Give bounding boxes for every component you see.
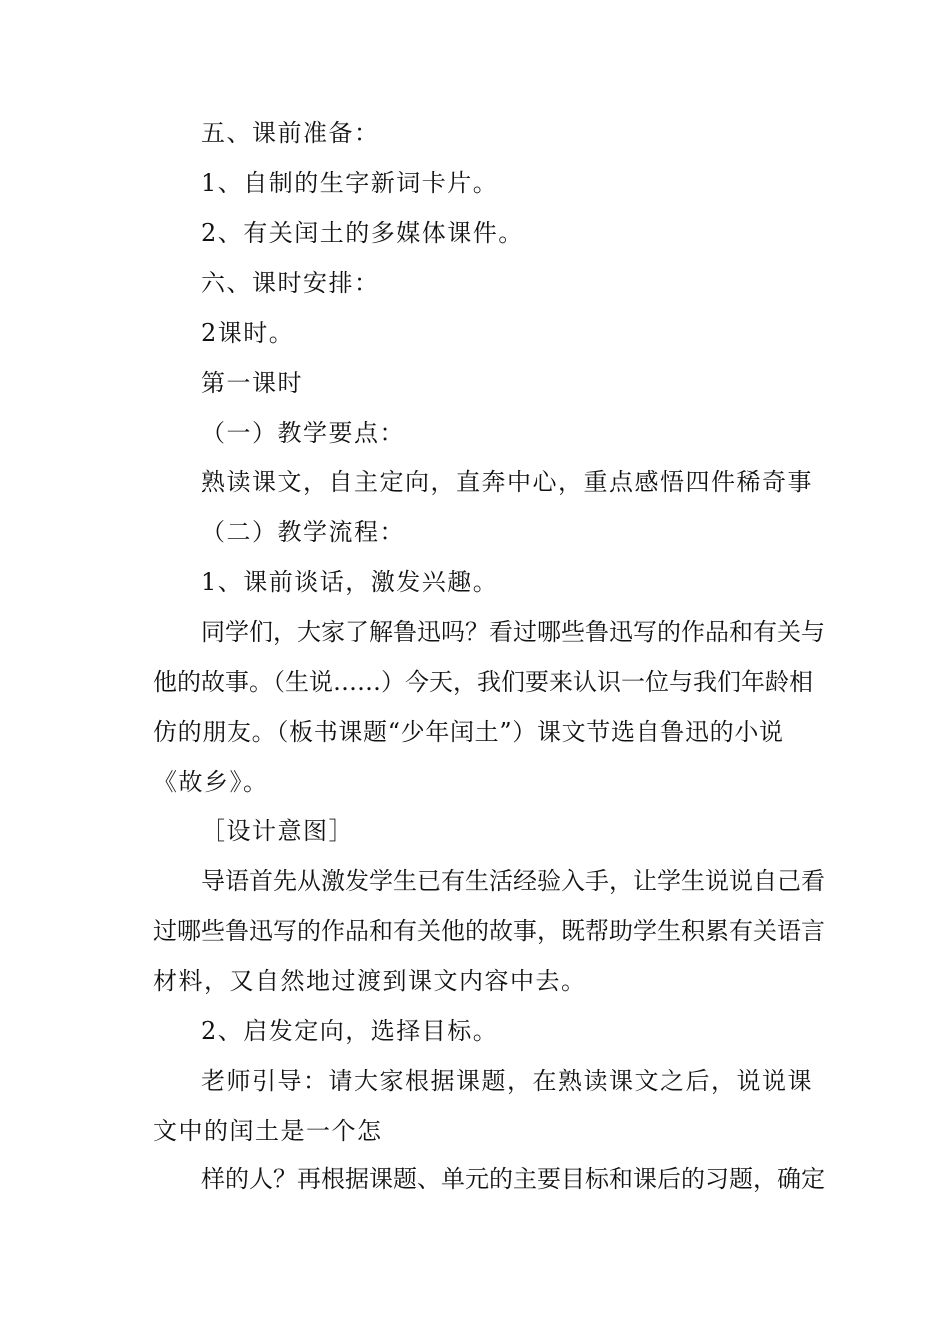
heading-process: （二）教学流程： [201, 518, 405, 546]
paragraph-line: 材料，又自然地过渡到课文内容中去。 [153, 967, 587, 995]
key-points-text: 熟读课文，自主定向，直奔中心，重点感悟四件稀奇事 [201, 468, 813, 496]
heading-preparation: 五、课前准备： [201, 119, 380, 147]
heading-key-points: （一）教学要点： [201, 419, 405, 447]
prep-item-1: 1、自制的生字新词卡片。 [201, 169, 499, 197]
paragraph-line: 样的人？再根据课题、单元的主要目标和课后的习题，确定 [201, 1165, 825, 1193]
schedule-text: 2课时。 [201, 319, 295, 347]
paragraph-line: 文中的闰土是一个怎 [153, 1117, 383, 1145]
paragraph-line: 过哪些鲁迅写的作品和有关他的故事，既帮助学生积累有关语言 [153, 917, 825, 945]
heading-schedule: 六、课时安排： [201, 269, 380, 297]
paragraph-line: 他的故事。（生说……）今天，我们要来认识一位与我们年龄相 [153, 668, 813, 696]
paragraph-line: 同学们，大家了解鲁迅吗？看过哪些鲁迅写的作品和有关与 [201, 618, 825, 646]
process-step-2: 2、启发定向，选择目标。 [201, 1017, 499, 1045]
paragraph-line: 仿的朋友。（板书课题“少年闰土”）课文节选自鲁迅的小说 [153, 718, 783, 746]
paragraph-line: 《故乡》。 [153, 768, 269, 796]
paragraph-line: 老师引导：请大家根据课题，在熟读课文之后，说说课 [201, 1067, 813, 1095]
process-step-1: 1、课前谈话，激发兴趣。 [201, 568, 499, 596]
design-intent-heading: ［设计意图］ [201, 817, 354, 845]
paragraph-line: 导语首先从激发学生已有生活经验入手，让学生说说自己看 [201, 867, 825, 895]
prep-item-2: 2、有关闰土的多媒体课件。 [201, 219, 524, 247]
lesson-title: 第一课时 [201, 369, 303, 397]
